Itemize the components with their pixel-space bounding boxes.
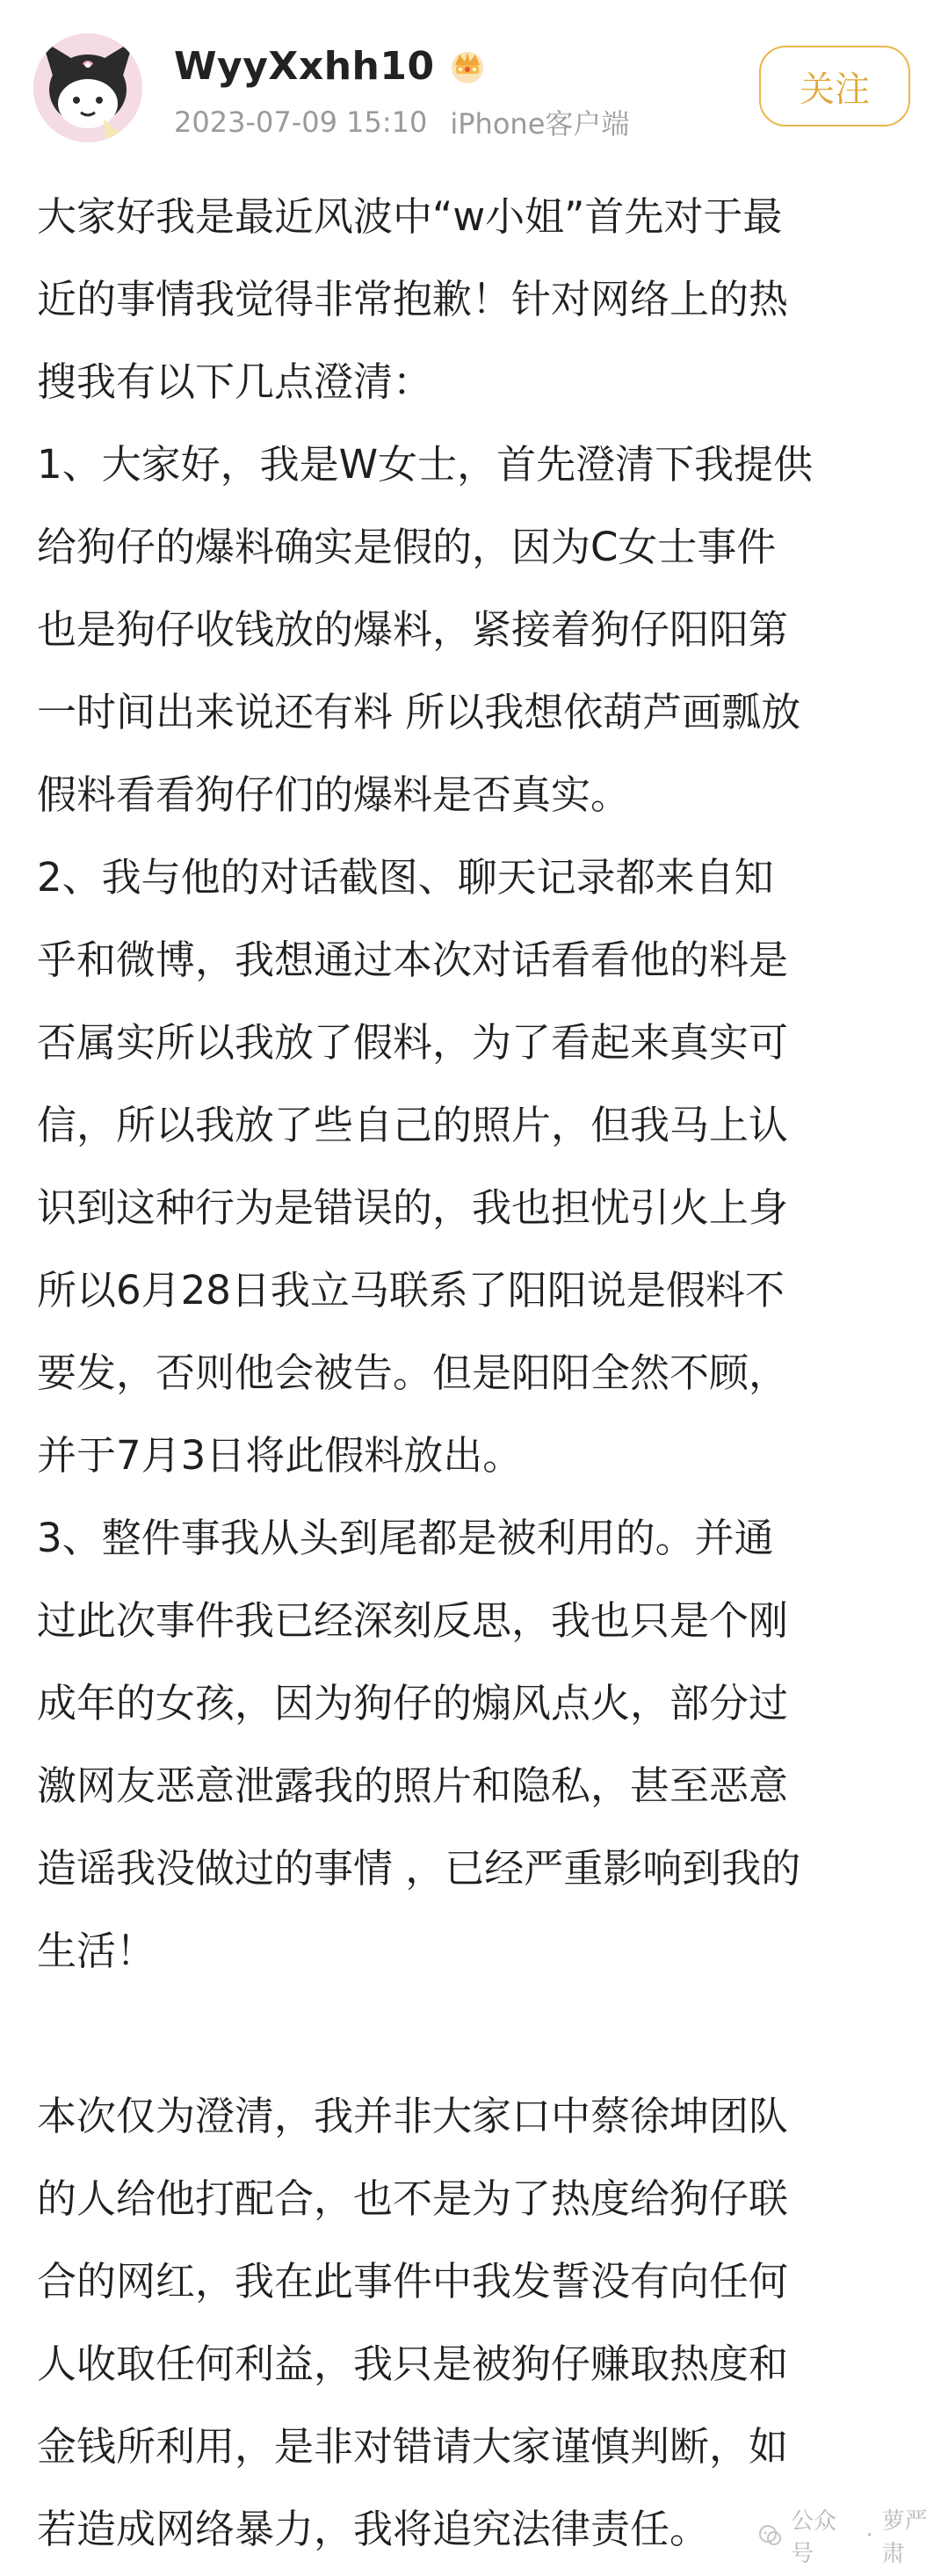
- post-text-line: 近的事情我觉得非常抱歉！针对网络上的热: [37, 276, 789, 322]
- post-text-line: 激网友恶意泄露我的照片和隐私，甚至恶意: [37, 1762, 789, 1809]
- post-text-line: 本次仅为澄清，我并非大家口中蔡徐坤团队: [37, 2093, 789, 2139]
- post-text-line: 给狗仔的爆料确实是假的，因为C女士事件: [37, 524, 777, 570]
- post-text-line: 合的网红，我在此事件中我发誓没有向任何: [37, 2258, 789, 2305]
- kuromi-avatar-icon: [33, 33, 142, 142]
- user-meta: [174, 39, 629, 142]
- post-text-line: 大家好我是最近风波中“w小姐”首先对于最: [37, 193, 783, 240]
- post-text-line: 人收取任何利益，我只是被狗仔赚取热度和: [37, 2341, 789, 2387]
- post-text-line: 假料看看狗仔们的爆料是否真实。: [37, 771, 631, 818]
- post-text-line: 生活！: [37, 1928, 156, 1974]
- post-text-line: 搜我有以下几点澄清：: [37, 358, 433, 405]
- watermark: [757, 2508, 948, 2567]
- paragraph-break: [37, 1993, 924, 2075]
- post-header: [0, 0, 948, 176]
- watermark-name: 萝严肃: [881, 2508, 928, 2567]
- post-text-line: 成年的女孩，因为狗仔的煽风点火，部分过: [37, 1680, 789, 1726]
- post-meta-row: [174, 102, 629, 142]
- post-text-line: 若造成网络暴力，我将追究法律责任。: [37, 2506, 710, 2552]
- post-text-line: 1、大家好，我是W女士，首先澄清下我提供: [37, 441, 814, 488]
- post-source: iPhone客户端: [450, 107, 630, 141]
- post-text-line: 并于7月3日将此假料放出。: [37, 1432, 523, 1479]
- post-body: [37, 176, 924, 2571]
- post-text-line: 信，所以我放了些自己的照片，但我马上认: [37, 1102, 789, 1148]
- post-text-line: 3、整件事我从头到尾都是被利用的。并通: [37, 1515, 774, 1561]
- post-text-line: 过此次事件我已经深刻反思，我也只是个刚: [37, 1597, 789, 1644]
- username-row: [174, 39, 629, 93]
- post-text-line: 所以6月28日我立马联系了阳阳说是假料不: [37, 1267, 785, 1313]
- username[interactable]: WyyXxhh10: [174, 43, 435, 89]
- post-text-line: 要发，否则他会被告。但是阳阳全然不顾，: [37, 1350, 789, 1396]
- post-text-line: 一时间出来说还有料 所以我想依葫芦画瓢放: [37, 689, 801, 735]
- post-text-line: 识到这种行为是错误的，我也担忧引火上身: [37, 1184, 789, 1231]
- watermark-separator: ·: [865, 2522, 873, 2549]
- post-text-line: 金钱所利用，是非对错请大家谨慎判断，如: [37, 2423, 789, 2470]
- post-text-line: 的人给他打配合，也不是为了热度给狗仔联: [37, 2175, 789, 2222]
- post-text-line: 否属实所以我放了假料，为了看起来真实可: [37, 1019, 789, 1066]
- watermark-label: 公众号: [791, 2508, 837, 2567]
- post-text-line: 也是狗仔收钱放的爆料，紧接着狗仔阳阳第: [37, 606, 789, 653]
- post-text-line: 乎和微博，我想通过本次对话看看他的料是: [37, 937, 789, 983]
- post-text-line: 造谣我没做过的事情 ，已经严重影响到我的: [37, 1845, 801, 1892]
- vip-crown-icon[interactable]: [447, 46, 488, 86]
- post-date: 2023-07-09 15:10: [174, 105, 428, 139]
- follow-button[interactable]: 关注: [759, 46, 910, 127]
- wechat-official-account-icon: [757, 2522, 784, 2549]
- avatar[interactable]: [33, 33, 142, 142]
- post-text-line: 2、我与他的对话截图、聊天记录都来自知: [37, 854, 774, 901]
